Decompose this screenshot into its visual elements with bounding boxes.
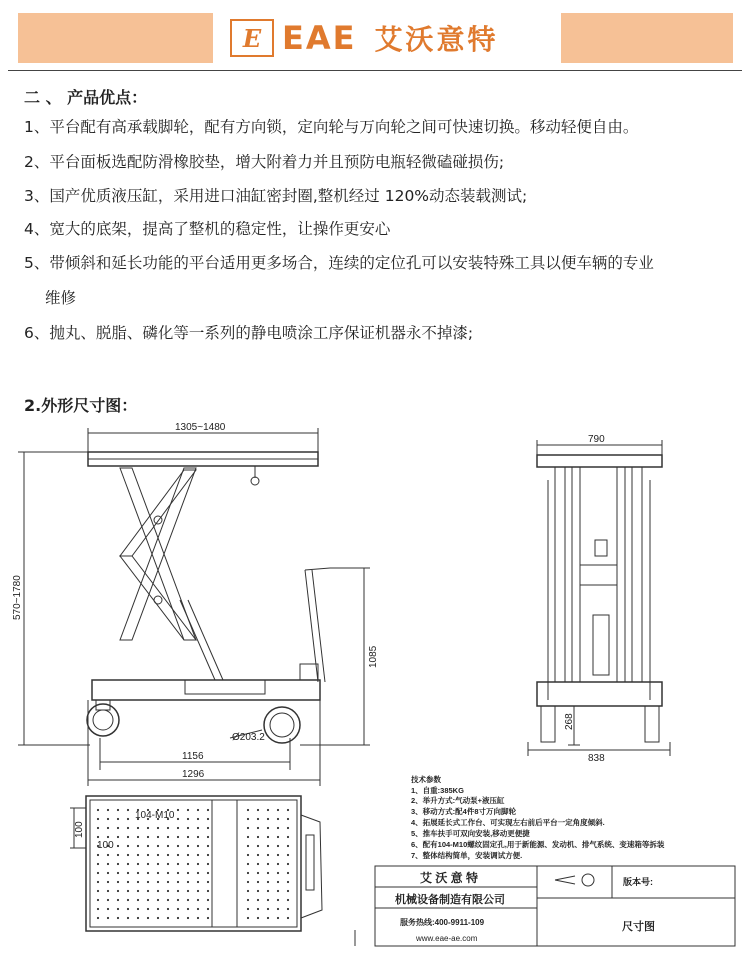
- mount-hole: [127, 881, 129, 883]
- mount-hole: [277, 845, 279, 847]
- mount-hole: [177, 836, 179, 838]
- mount-hole: [177, 908, 179, 910]
- mount-hole: [137, 881, 139, 883]
- mount-hole: [127, 827, 129, 829]
- mount-hole: [117, 854, 119, 856]
- mount-hole: [127, 845, 129, 847]
- mount-hole: [127, 854, 129, 856]
- mount-hole: [157, 854, 159, 856]
- mount-hole: [127, 899, 129, 901]
- mount-hole: [147, 908, 149, 910]
- mount-hole: [167, 845, 169, 847]
- mount-hole: [117, 881, 119, 883]
- mount-hole: [277, 818, 279, 820]
- mount-hole: [137, 827, 139, 829]
- mount-hole: [197, 899, 199, 901]
- mount-hole: [137, 854, 139, 856]
- mount-hole: [127, 908, 129, 910]
- mount-hole: [257, 872, 259, 874]
- mount-hole: [157, 917, 159, 919]
- mount-hole: [167, 881, 169, 883]
- logo-text: EAE: [282, 19, 357, 57]
- mount-hole: [277, 917, 279, 919]
- tech-line-2: 2、举升方式:气动泵+液压缸: [411, 796, 505, 805]
- mount-hole: [177, 863, 179, 865]
- mount-hole: [197, 872, 199, 874]
- mount-hole: [277, 899, 279, 901]
- mount-hole: [127, 818, 129, 820]
- mount-hole: [197, 917, 199, 919]
- tech-line-7: 7、整体结构简单，安装调试方便.: [411, 851, 523, 860]
- mount-hole: [117, 872, 119, 874]
- mount-hole: [267, 917, 269, 919]
- mount-hole: [207, 872, 209, 874]
- mount-hole: [247, 854, 249, 856]
- mount-hole: [167, 890, 169, 892]
- mount-hole: [147, 899, 149, 901]
- mount-hole: [107, 827, 109, 829]
- mount-hole: [277, 827, 279, 829]
- mount-hole: [257, 863, 259, 865]
- mount-hole: [267, 890, 269, 892]
- logo-chinese-name: 艾沃意特: [374, 23, 499, 56]
- mount-hole: [167, 872, 169, 874]
- mount-hole: [107, 908, 109, 910]
- mount-hole: [137, 908, 139, 910]
- mount-hole: [127, 809, 129, 811]
- mount-hole: [177, 854, 179, 856]
- mount-hole: [147, 863, 149, 865]
- mount-hole: [107, 881, 109, 883]
- mount-hole: [97, 908, 99, 910]
- mount-hole: [207, 827, 209, 829]
- mount-hole: [207, 854, 209, 856]
- mount-hole: [127, 890, 129, 892]
- mount-hole: [167, 836, 169, 838]
- mount-hole: [257, 890, 259, 892]
- dim-hole-label: 104-M10: [135, 810, 175, 821]
- mount-hole: [197, 908, 199, 910]
- mount-hole: [207, 881, 209, 883]
- tech-line-4: 4、拓展延长式工作台、可实现左右前后平台一定角度倾斜.: [411, 818, 605, 827]
- mount-hole: [257, 845, 259, 847]
- mount-hole: [207, 845, 209, 847]
- mount-hole: [97, 827, 99, 829]
- mount-hole: [127, 917, 129, 919]
- mount-hole: [187, 890, 189, 892]
- tb-website: www.eae-ae.com: [416, 934, 478, 943]
- mount-hole: [207, 908, 209, 910]
- tech-line-3: 3、移动方式:配4件8寸万向脚轮: [411, 807, 517, 816]
- mount-hole: [267, 872, 269, 874]
- mount-hole: [257, 854, 259, 856]
- mount-hole: [137, 863, 139, 865]
- mount-hole: [157, 836, 159, 838]
- mount-hole: [157, 872, 159, 874]
- mount-hole: [287, 872, 289, 874]
- dim-grid-100a: 100: [74, 821, 85, 838]
- mount-hole: [287, 917, 289, 919]
- advantage-item-6: 6、抛丸、脱脂、磷化等一系列的静电喷涂工序保证机器永不掉漆;: [24, 324, 474, 342]
- mount-hole: [197, 854, 199, 856]
- mount-hole: [247, 890, 249, 892]
- mount-hole: [287, 854, 289, 856]
- mount-hole: [257, 818, 259, 820]
- mount-hole: [177, 827, 179, 829]
- mount-hole: [207, 890, 209, 892]
- mount-hole: [187, 845, 189, 847]
- mount-hole: [117, 809, 119, 811]
- mount-hole: [247, 872, 249, 874]
- mount-hole: [117, 863, 119, 865]
- mount-hole: [147, 890, 149, 892]
- dim-wheel-dia: Ø203.2: [232, 732, 265, 743]
- mount-hole: [107, 818, 109, 820]
- mount-hole: [97, 818, 99, 820]
- tb-company-2: 机械设备制造有限公司: [395, 894, 505, 906]
- tb-hotline: 服务热线:400-9911-109: [400, 918, 485, 927]
- mount-hole: [187, 854, 189, 856]
- mount-hole: [277, 863, 279, 865]
- tech-title: 技术参数: [411, 775, 441, 784]
- dim-grid-100b: 100: [97, 840, 114, 851]
- mount-hole: [257, 908, 259, 910]
- mount-hole: [287, 908, 289, 910]
- mount-hole: [277, 836, 279, 838]
- mount-hole: [177, 809, 179, 811]
- mount-hole: [247, 809, 249, 811]
- mount-hole: [257, 917, 259, 919]
- mount-hole: [247, 845, 249, 847]
- mount-hole: [277, 881, 279, 883]
- mount-hole: [187, 818, 189, 820]
- mount-hole: [257, 827, 259, 829]
- mount-hole: [177, 890, 179, 892]
- mount-hole: [97, 836, 99, 838]
- dim-base-outer: 1296: [182, 769, 205, 780]
- mount-hole: [107, 854, 109, 856]
- mount-hole: [167, 863, 169, 865]
- mount-hole: [187, 836, 189, 838]
- mount-hole: [157, 899, 159, 901]
- mount-hole: [167, 827, 169, 829]
- advantage-item-3: 3、国产优质液压缸，采用进口油缸密封圈,整机经过 120%动态装载测试;: [24, 187, 528, 205]
- mount-hole: [107, 809, 109, 811]
- mount-hole: [127, 863, 129, 865]
- mount-hole: [177, 899, 179, 901]
- mount-hole: [197, 890, 199, 892]
- dim-base-inner: 1156: [182, 751, 204, 762]
- mount-hole: [117, 908, 119, 910]
- mount-hole: [287, 899, 289, 901]
- mount-hole: [267, 827, 269, 829]
- mount-hole: [187, 863, 189, 865]
- mount-hole: [207, 863, 209, 865]
- mount-hole: [137, 890, 139, 892]
- dim-handle-height: 1085: [368, 645, 379, 668]
- mount-hole: [287, 845, 289, 847]
- mount-hole: [127, 872, 129, 874]
- mount-hole: [187, 827, 189, 829]
- mount-hole: [147, 881, 149, 883]
- mount-hole: [147, 827, 149, 829]
- mount-hole: [97, 917, 99, 919]
- mount-hole: [247, 908, 249, 910]
- dim-top-length: 1305~1480: [175, 422, 226, 433]
- mount-hole: [107, 917, 109, 919]
- mount-hole: [157, 908, 159, 910]
- mount-hole: [257, 881, 259, 883]
- mount-hole: [157, 890, 159, 892]
- mount-hole: [167, 908, 169, 910]
- tech-line-6: 6、配有104-M10螺纹固定孔,用于新能源、发动机、排气系统、变速箱等拆装: [411, 840, 665, 849]
- mount-hole: [287, 836, 289, 838]
- tb-drawing-name: 尺寸图: [622, 921, 655, 933]
- mount-hole: [267, 881, 269, 883]
- advantage-item-5: 5、带倾斜和延长功能的平台适用更多场合，连续的定位孔可以安装特殊工具以便车辆的专业: [24, 254, 654, 272]
- mount-hole: [177, 818, 179, 820]
- mount-hole: [107, 890, 109, 892]
- mount-hole: [267, 899, 269, 901]
- mount-hole: [247, 818, 249, 820]
- mount-hole: [147, 836, 149, 838]
- mount-hole: [247, 827, 249, 829]
- mount-hole: [177, 917, 179, 919]
- mount-hole: [147, 854, 149, 856]
- mount-hole: [117, 917, 119, 919]
- mount-hole: [267, 836, 269, 838]
- tb-version-label: 版本号:: [623, 877, 653, 887]
- mount-hole: [187, 908, 189, 910]
- mount-hole: [247, 899, 249, 901]
- mount-hole: [187, 872, 189, 874]
- mount-hole: [107, 899, 109, 901]
- mount-hole: [207, 836, 209, 838]
- mount-hole: [207, 899, 209, 901]
- mount-hole: [97, 872, 99, 874]
- mount-hole: [197, 863, 199, 865]
- mount-hole: [117, 836, 119, 838]
- mount-hole: [197, 827, 199, 829]
- mount-hole: [247, 863, 249, 865]
- mount-hole: [267, 845, 269, 847]
- mount-hole: [157, 845, 159, 847]
- dim-front-height: 268: [564, 713, 575, 730]
- mount-hole: [247, 836, 249, 838]
- mount-hole: [167, 854, 169, 856]
- mount-hole: [187, 881, 189, 883]
- mount-hole: [197, 836, 199, 838]
- mount-hole: [97, 809, 99, 811]
- mount-hole: [277, 872, 279, 874]
- mount-hole: [267, 863, 269, 865]
- mount-hole: [187, 917, 189, 919]
- mount-hole: [267, 818, 269, 820]
- mount-hole: [147, 872, 149, 874]
- advantages-title: 二 、 产品优点：: [24, 88, 148, 107]
- mount-hole: [287, 818, 289, 820]
- mount-hole: [187, 809, 189, 811]
- advantage-item-5-cont: 维修: [45, 289, 77, 307]
- mount-hole: [167, 917, 169, 919]
- mount-hole: [147, 845, 149, 847]
- mount-hole: [267, 809, 269, 811]
- mount-hole: [97, 890, 99, 892]
- mount-hole: [287, 890, 289, 892]
- mount-hole: [137, 845, 139, 847]
- mount-hole: [107, 863, 109, 865]
- mount-hole: [197, 809, 199, 811]
- mount-hole: [117, 818, 119, 820]
- mount-hole: [187, 899, 189, 901]
- advantage-item-1: 1、平台配有高承载脚轮，配有方向锁，定向轮与万向轮之间可快速切换。移动轻便自由。: [24, 118, 639, 136]
- tech-line-5: 5、推车扶手可双向安装,移动更便捷: [411, 829, 530, 838]
- mount-hole: [247, 917, 249, 919]
- mount-hole: [137, 917, 139, 919]
- advantage-item-4: 4、宽大的底架，提高了整机的稳定性，让操作更安心: [24, 220, 391, 238]
- mount-hole: [287, 809, 289, 811]
- mount-hole: [117, 827, 119, 829]
- mount-hole: [177, 881, 179, 883]
- logo-mark-icon: E: [230, 19, 274, 57]
- mount-hole: [137, 899, 139, 901]
- mount-hole: [277, 854, 279, 856]
- dim-front-width: 790: [588, 434, 605, 445]
- mount-hole: [97, 863, 99, 865]
- mount-hole: [177, 872, 179, 874]
- advantage-item-2: 2、平台面板选配防滑橡胶垫，增大附着力并且预防电瓶轻微磕碰损伤;: [24, 153, 505, 171]
- mount-hole: [137, 872, 139, 874]
- tb-company-1: 艾 沃 意 特: [420, 871, 479, 885]
- mount-hole: [107, 872, 109, 874]
- mount-hole: [127, 836, 129, 838]
- dim-height-range: 570~1780: [12, 575, 23, 620]
- mount-hole: [287, 863, 289, 865]
- mount-hole: [117, 890, 119, 892]
- mount-hole: [197, 881, 199, 883]
- mount-hole: [97, 899, 99, 901]
- mount-hole: [277, 890, 279, 892]
- mount-hole: [117, 845, 119, 847]
- mount-hole: [167, 899, 169, 901]
- mount-hole: [147, 917, 149, 919]
- dim-front-base: 838: [588, 753, 605, 764]
- dimension-title: 2.外形尺寸图：: [24, 396, 138, 415]
- mount-hole: [257, 899, 259, 901]
- mount-hole: [197, 845, 199, 847]
- mount-hole: [277, 809, 279, 811]
- mount-hole: [207, 818, 209, 820]
- mount-hole: [257, 836, 259, 838]
- mount-hole: [137, 836, 139, 838]
- mount-hole: [177, 845, 179, 847]
- mount-hole: [267, 908, 269, 910]
- mount-hole: [157, 881, 159, 883]
- mount-hole: [267, 854, 269, 856]
- mount-hole: [287, 881, 289, 883]
- mount-hole: [117, 899, 119, 901]
- mount-hole: [97, 854, 99, 856]
- mount-hole: [107, 836, 109, 838]
- mount-hole: [197, 818, 199, 820]
- mount-hole: [257, 809, 259, 811]
- mount-hole: [207, 809, 209, 811]
- mount-hole: [277, 908, 279, 910]
- mount-hole: [157, 827, 159, 829]
- mount-hole: [207, 917, 209, 919]
- tech-line-1: 1、自重:385KG: [411, 786, 464, 795]
- mount-hole: [247, 881, 249, 883]
- mount-hole: [287, 827, 289, 829]
- mount-hole: [97, 881, 99, 883]
- mount-hole: [157, 863, 159, 865]
